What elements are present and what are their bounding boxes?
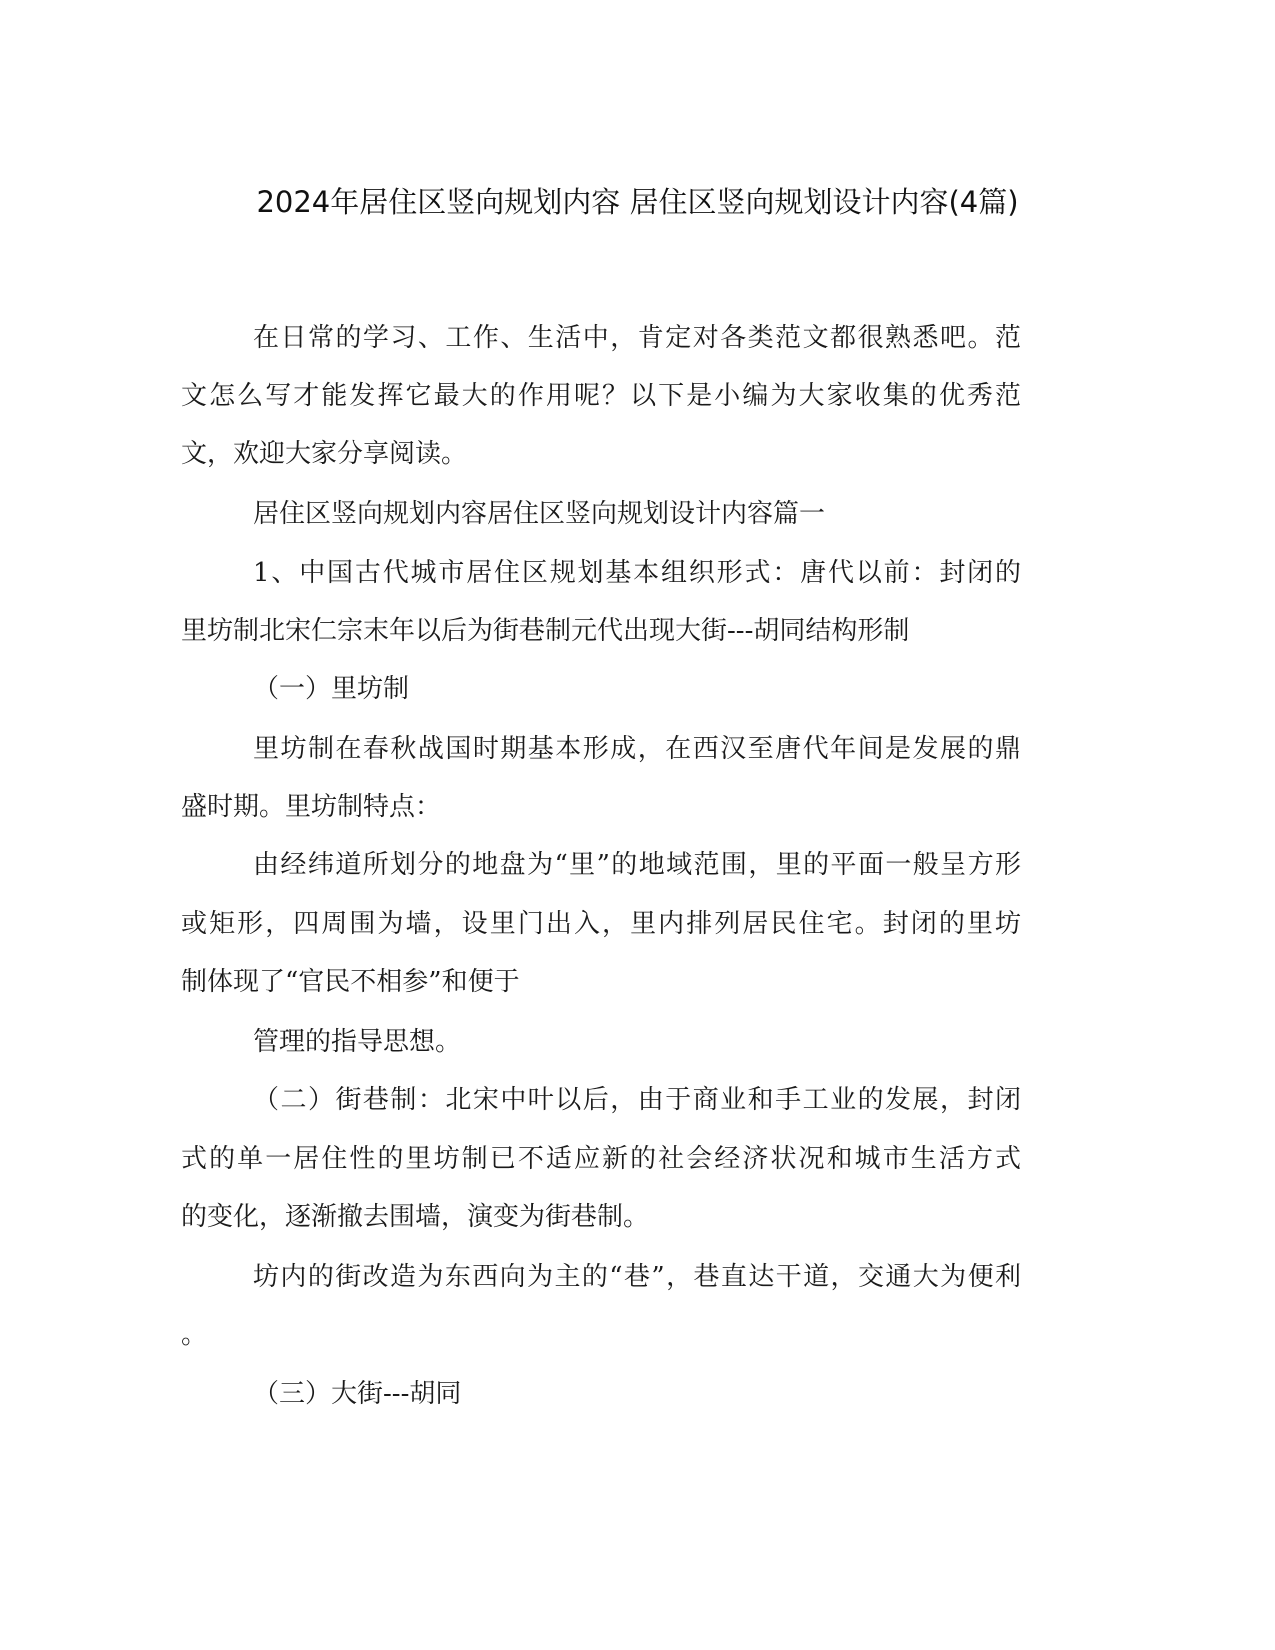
- paragraph-line: 的变化，逐渐撤去围墙，演变为街巷制。: [181, 1202, 650, 1232]
- paragraph-line: 制体现了“官民不相参”和便于: [181, 967, 520, 997]
- document-title: 2024年居住区竖向规划内容 居住区竖向规划设计内容(4篇): [256, 185, 1019, 219]
- paragraph-line: 里坊制在春秋战国时期基本形成，在西汉至唐代年间是发展的鼎: [253, 734, 1021, 764]
- paragraph-line: 由经纬道所划分的地盘为“里”的地域范围，里的平面一般呈方形: [253, 850, 1021, 880]
- paragraph-line: 1、中国古代城市居住区规划基本组织形式：唐代以前：封闭的: [253, 558, 1021, 588]
- paragraph-line: 在日常的学习、工作、生活中，肯定对各类范文都很熟悉吧。范: [253, 323, 1021, 353]
- paragraph-line: 盛时期。里坊制特点：: [181, 792, 442, 822]
- paragraph-line: 文怎么写才能发挥它最大的作用呢？以下是小编为大家收集的优秀范: [181, 381, 1021, 411]
- section-heading: 居住区竖向规划内容居住区竖向规划设计内容篇一: [253, 499, 826, 529]
- paragraph-line: 文，欢迎大家分享阅读。: [181, 439, 468, 469]
- subsection-heading: （三）大街---胡同: [253, 1379, 462, 1409]
- paragraph-line: 式的单一居住性的里坊制已不适应新的社会经济状况和城市生活方式: [181, 1144, 1021, 1174]
- paragraph-line: 坊内的街改造为东西向为主的“巷”，巷直达干道，交通大为便利: [253, 1262, 1021, 1292]
- paragraph-line: 里坊制北宋仁宗末年以后为街巷制元代出现大街---胡同结构形制: [181, 616, 910, 646]
- paragraph-line: 。: [181, 1320, 208, 1350]
- subsection-heading: （一）里坊制: [253, 674, 410, 704]
- paragraph-line: （二）街巷制：北宋中叶以后，由于商业和手工业的发展，封闭: [253, 1085, 1021, 1115]
- paragraph-line: 管理的指导思想。: [253, 1027, 462, 1057]
- paragraph-line: 或矩形，四周围为墙，设里门出入，里内排列居民住宅。封闭的里坊: [181, 909, 1021, 939]
